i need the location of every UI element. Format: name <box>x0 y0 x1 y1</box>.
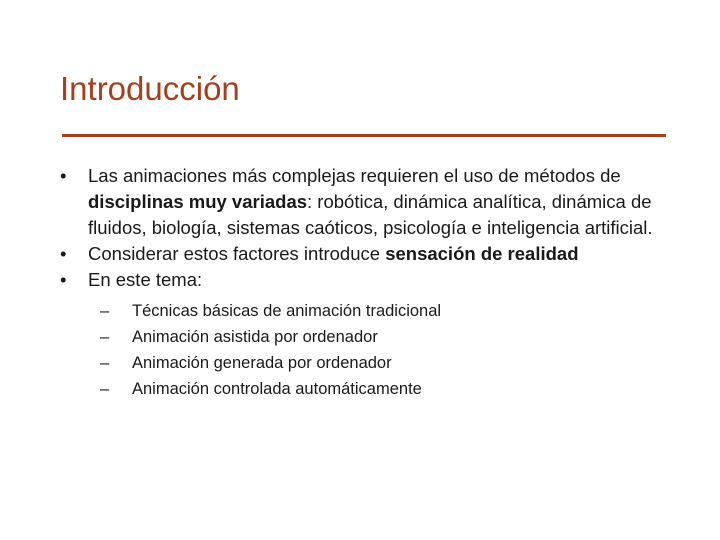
bullet-item <box>60 163 660 241</box>
bullet-marker: • <box>60 269 67 290</box>
slide-title: Introducción <box>60 70 240 107</box>
dash-marker: – <box>100 380 110 398</box>
bullet-list <box>60 163 660 402</box>
dash-marker: – <box>100 302 110 320</box>
bullet-emphasis: sensación de realidad <box>385 243 579 264</box>
bullet-item <box>60 267 660 402</box>
bullet-text: Considerar estos factores introduce <box>88 243 386 264</box>
bullet-marker: • <box>60 165 67 186</box>
sub-bullet-text: Animación controlada automáticamente <box>132 380 422 398</box>
dash-marker: – <box>100 354 110 372</box>
title-underline <box>62 134 666 137</box>
sub-bullet-text: Técnicas básicas de animación tradicional <box>132 302 442 320</box>
dash-marker: – <box>100 328 110 346</box>
sub-bullet-item <box>100 350 660 376</box>
bullet-text: : robótica, dinámica analítica, dinámica de fluidos, biología, sistemas caóticos, psicología e inteligencia artificial. <box>88 191 653 238</box>
sub-bullet-text: Animación asistida por ordenador <box>132 328 378 346</box>
sub-bullet-item <box>100 324 660 350</box>
sub-bullet-text: Animación generada por ordenador <box>132 354 392 372</box>
bullet-marker: • <box>60 243 67 264</box>
bullet-text: En este tema: <box>88 269 203 290</box>
sub-bullet-item <box>100 298 660 324</box>
sub-bullet-list <box>100 298 660 402</box>
bullet-item <box>60 241 660 267</box>
bullet-text: Las animaciones más complejas requieren el uso de métodos de <box>88 165 621 186</box>
bullet-emphasis: disciplinas muy variadas <box>88 191 308 212</box>
sub-bullet-item <box>100 376 660 402</box>
